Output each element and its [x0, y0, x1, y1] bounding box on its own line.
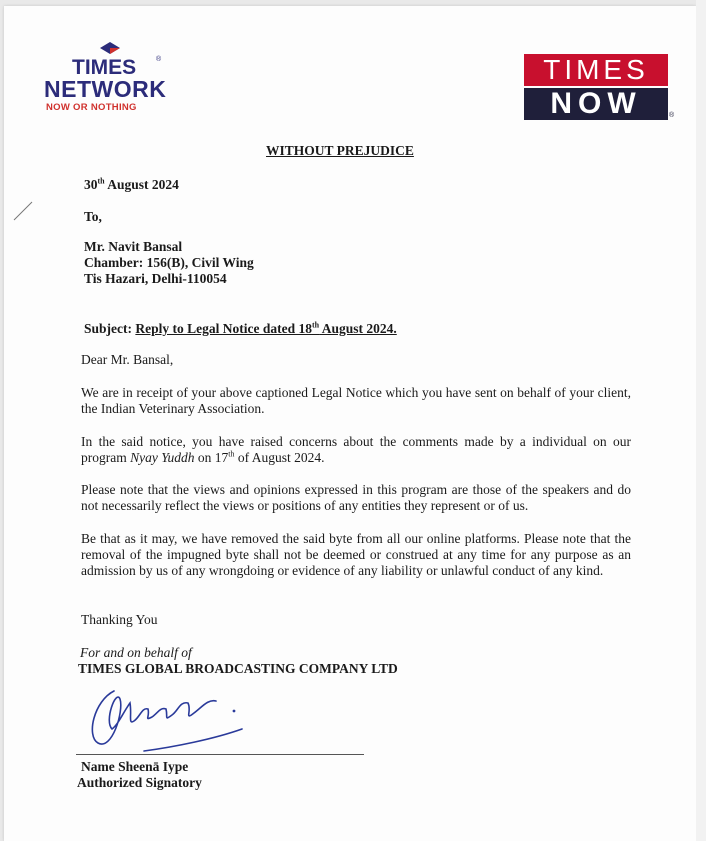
times-now-top-text: TIMES — [524, 54, 668, 86]
recipient-city: Tis Hazari, Delhi-110054 — [84, 271, 227, 286]
letter-heading: WITHOUT PREJUDICE — [266, 143, 414, 158]
program-name: Nyay Yuddh — [130, 450, 195, 465]
page-edge — [696, 0, 706, 841]
recipient-address — [84, 239, 254, 287]
signature-line — [76, 754, 364, 755]
closing: Thanking You — [81, 612, 158, 627]
handwritten-signature — [84, 681, 244, 761]
paragraph-2: In the said notice, you have raised concerns about the comments made by a individual on our program Nyay Yuddh on 17th of August 2024. — [81, 434, 631, 465]
on-behalf-of: For and on behalf of — [80, 645, 192, 660]
times-network-logo — [44, 42, 184, 120]
times-now-bottom-text: NOW — [524, 88, 668, 120]
recipient-chamber: Chamber: 156(B), Civil Wing — [84, 255, 254, 270]
salutation: Dear Mr. Bansal, — [81, 352, 174, 367]
signatory-role: Authorized Signatory — [77, 775, 202, 790]
to-label: To, — [84, 209, 102, 224]
paragraph-4: Be that as it may, we have removed the said byte from all our online platforms. Please note that the removal of the impugned byte shall not be deemed or construed at any time for any purpose as an admission by us of any wrongdoing or evidence of any liability or unlawful conduct of any kind. — [81, 531, 631, 578]
signatory-name: Name Sheenā Iype — [81, 759, 189, 774]
times-now-logo — [524, 54, 674, 124]
letter-date: 30th August 2024 — [84, 176, 179, 192]
logo-tagline: NOW OR NOTHING — [46, 102, 137, 113]
paragraph-1: We are in receipt of your above captioned Legal Notice which you have sent on behalf of your client, the Indian Veterinary Association. — [81, 385, 631, 416]
subject-line: Subject: Reply to Legal Notice dated 18th August 2024. — [84, 320, 397, 336]
company-name: TIMES GLOBAL BROADCASTING COMPANY LTD — [78, 661, 398, 676]
logo-network-text: NETWORK — [44, 76, 167, 102]
times-now-registered-mark: ® — [669, 112, 675, 119]
recipient-name: Mr. Navit Bansal — [84, 239, 183, 254]
pen-stroke-mark — [12, 196, 40, 224]
paragraph-3: Please note that the views and opinions expressed in this program are those of the speakers and do not necessarily reflect the views or positions of any entities they represent or of us. — [81, 482, 631, 513]
logo-times-text: TIMES — [72, 56, 137, 79]
letter-page — [4, 6, 696, 841]
logo-registered-mark: ® — [156, 56, 162, 63]
